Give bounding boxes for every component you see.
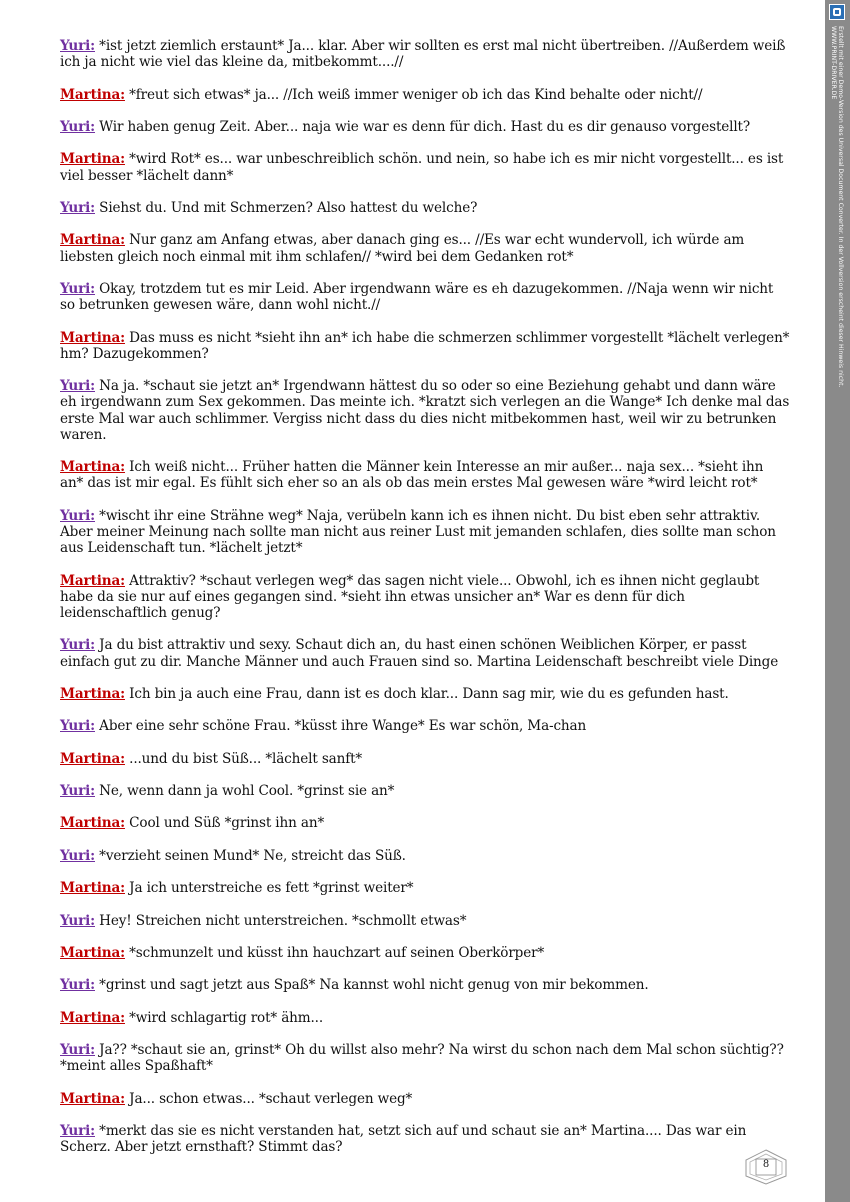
dialogue-text: Ne, wenn dann ja wohl Cool. *grinst sie an*	[99, 783, 395, 800]
speaker-name: Yuri:	[60, 280, 95, 297]
speaker-name: Martina:	[60, 86, 125, 103]
dialogue-text: *wird Rot* es... war unbeschreiblich schön. und nein, so habe ich es mir nicht vorgestellt... es ist viel besser *lächelt dann*	[60, 151, 784, 184]
page-number: 8	[762, 1159, 770, 1170]
speaker-name: Yuri:	[60, 1042, 95, 1059]
dialogue-line-martina	[60, 1091, 790, 1107]
speaker-name: Yuri:	[60, 847, 95, 864]
dialogue-line-yuri	[60, 783, 790, 799]
dialogue-text: *freut sich etwas* ja... //Ich weiß immer weniger ob ich das Kind behalte oder nicht//	[129, 86, 703, 103]
watermark-sidebar	[825, 0, 850, 1202]
dialogue-text: Siehst du. Und mit Schmerzen? Also hattest du welche?	[99, 199, 478, 216]
speaker-name: Martina:	[60, 880, 125, 897]
dialogue-line-martina	[60, 1010, 790, 1026]
dialogue-line-yuri	[60, 119, 790, 135]
dialogue-text: Ja?? *schaut sie an, grinst* Oh du willst also mehr? Na wirst du schon nach dem Mal schon süchtig?? *meint alles Spaßhaft*	[60, 1042, 784, 1075]
dialogue-line-martina	[60, 87, 790, 103]
dialogue-line-martina	[60, 815, 790, 831]
speaker-name: Yuri:	[60, 977, 95, 994]
dialogue-text: Na ja. *schaut sie jetzt an* Irgendwann hättest du so oder so eine Beziehung gehabt und dann wäre eh irgendwann zum Sex gekommen. Das meinte ich. *kratzt sich verlegen an die Wange* Ich denke mal das erste Mal war auch schlimmer. Vergiss nicht dass du dies nicht mitbekommen hast, weil wir zu betrunken waren.	[60, 378, 790, 443]
dialogue-text: *merkt das sie es nicht verstanden hat, setzt sich auf und schaut sie an* Martina.... Das war ein Scherz. Aber jetzt ernsthaft? Stimmt das?	[60, 1123, 747, 1156]
dialogue-text: Wir haben genug Zeit. Aber... naja wie war es denn für dich. Hast du es dir genauso vorgestellt?	[99, 118, 751, 135]
speaker-name: Martina:	[60, 815, 125, 832]
dialogue-text: Ja du bist attraktiv und sexy. Schaut dich an, du hast einen schönen Weiblichen Körper, er passt einfach gut zu dir. Manche Männer und auch Frauen sind so. Martina Leidenschaft beschreibt viele Dinge	[60, 637, 779, 670]
dialogue-line-yuri	[60, 378, 790, 443]
dialogue-line-yuri	[60, 508, 790, 557]
dialogue-line-martina	[60, 459, 790, 491]
dialogue-line-martina	[60, 151, 790, 183]
dialogue-text: Cool und Süß *grinst ihn an*	[129, 815, 325, 832]
dialogue-body	[60, 38, 790, 1172]
speaker-name: Martina:	[60, 329, 125, 346]
speaker-name: Yuri:	[60, 718, 95, 735]
dialogue-text: ...und du bist Süß... *lächelt sanft*	[129, 750, 363, 767]
dialogue-line-martina	[60, 686, 790, 702]
dialogue-line-martina	[60, 330, 790, 362]
dialogue-line-yuri	[60, 200, 790, 216]
dialogue-text: Hey! Streichen nicht unterstreichen. *schmollt etwas*	[99, 912, 467, 929]
speaker-name: Yuri:	[60, 1123, 95, 1140]
dialogue-line-yuri	[60, 1123, 790, 1155]
speaker-name: Martina:	[60, 1009, 125, 1026]
speaker-name: Martina:	[60, 685, 125, 702]
speaker-name: Yuri:	[60, 38, 95, 54]
dialogue-text: *wird schlagartig rot* ähm...	[129, 1009, 324, 1026]
dialogue-line-yuri	[60, 281, 790, 313]
speaker-name: Yuri:	[60, 507, 95, 524]
dialogue-text: Ja... schon etwas... *schaut verlegen weg*	[129, 1090, 413, 1107]
dialogue-text: Das muss es nicht *sieht ihn an* ich habe die schmerzen schlimmer vorgestellt *lächelt verlegen* hm? Dazugekommen?	[60, 329, 790, 362]
speaker-name: Yuri:	[60, 637, 95, 654]
watermark-text	[830, 26, 844, 387]
speaker-name: Yuri:	[60, 378, 95, 395]
dialogue-text: *schmunzelt und küsst ihn hauchzart auf seinen Oberkörper*	[129, 945, 545, 962]
dialogue-line-martina	[60, 880, 790, 896]
dialogue-line-yuri	[60, 718, 790, 734]
dialogue-text: Ja ich unterstreiche es fett *grinst weiter*	[129, 880, 414, 897]
watermark-url: WWW.PRINT-DRIVER.DE	[830, 26, 837, 100]
page-number-badge	[744, 1148, 788, 1186]
dialogue-line-yuri	[60, 637, 790, 669]
speaker-name: Martina:	[60, 1090, 125, 1107]
speaker-name: Martina:	[60, 232, 125, 249]
dialogue-text: Attraktiv? *schaut verlegen weg* das sagen nicht viele... Obwohl, ich es ihnen nicht geglaubt habe da sie nur auf eines gegangen sind. *sieht ihn etwas unsicher an* War es denn für dich leidenschaftlich genug?	[60, 572, 760, 621]
dialogue-line-martina	[60, 573, 790, 622]
dialogue-text: Okay, trotzdem tut es mir Leid. Aber irgendwann wäre es eh dazugekommen. //Naja wenn wir nicht so betrunken gewesen wäre, dann wohl nicht.//	[60, 280, 774, 314]
speaker-name: Martina:	[60, 572, 125, 589]
speaker-name: Martina:	[60, 459, 125, 476]
speaker-name: Martina:	[60, 151, 125, 168]
dialogue-line-yuri	[60, 848, 790, 864]
watermark-notice: Erstellt mit einer Demo-Version des Universal Document Converter. In der Vollversion erscheint dieser Hinweis nicht.	[837, 26, 844, 388]
speaker-name: Yuri:	[60, 912, 95, 929]
speaker-name: Yuri:	[60, 783, 95, 800]
udc-logo-icon	[829, 4, 845, 20]
dialogue-text: Aber eine sehr schöne Frau. *küsst ihre Wange* Es war schön, Ma-chan	[99, 718, 587, 735]
dialogue-text: *ist jetzt ziemlich erstaunt* Ja... klar. Aber wir sollten es erst mal nicht übertreiben. //Außerdem weiß ich ja nicht wie viel das kleine da, mitbekommt....//	[60, 38, 786, 71]
speaker-name: Martina:	[60, 750, 125, 767]
dialogue-text: Ich bin ja auch eine Frau, dann ist es doch klar... Dann sag mir, wie du es gefunden hast.	[129, 685, 729, 702]
dialogue-text: Ich weiß nicht... Früher hatten die Männer kein Interesse an mir außer... naja sex... *sieht ihn an* das ist mir egal. Es fühlt sich eher so an als ob das mein erstes Mal gewesen wäre *wird leicht rot*	[60, 459, 764, 492]
dialogue-text: Nur ganz am Anfang etwas, aber danach ging es... //Es war echt wundervoll, ich würde am liebsten gleich noch einmal mit ihm schlafen// *wird bei dem Gedanken rot*	[60, 232, 745, 265]
dialogue-text: *wischt ihr eine Strähne weg* Naja, verübeln kann ich es ihnen nicht. Du bist eben sehr attraktiv. Aber meiner Meinung nach sollte man nicht aus reiner Lust mit jemanden schlafen, dies sollte man schon aus Leidenschaft tun. *lächelt jetzt*	[60, 507, 776, 557]
speaker-name: Yuri:	[60, 118, 95, 135]
speaker-name: Yuri:	[60, 199, 95, 216]
dialogue-line-martina	[60, 945, 790, 961]
dialogue-line-yuri	[60, 913, 790, 929]
dialogue-text: *grinst und sagt jetzt aus Spaß* Na kannst wohl nicht genug von mir bekommen.	[99, 977, 649, 994]
dialogue-line-yuri	[60, 38, 790, 70]
dialogue-line-martina	[60, 751, 790, 767]
dialogue-text: *verzieht seinen Mund* Ne, streicht das Süß.	[99, 847, 406, 864]
dialogue-line-martina	[60, 232, 790, 264]
dialogue-line-yuri	[60, 977, 790, 993]
speaker-name: Martina:	[60, 945, 125, 962]
dialogue-line-yuri	[60, 1042, 790, 1074]
